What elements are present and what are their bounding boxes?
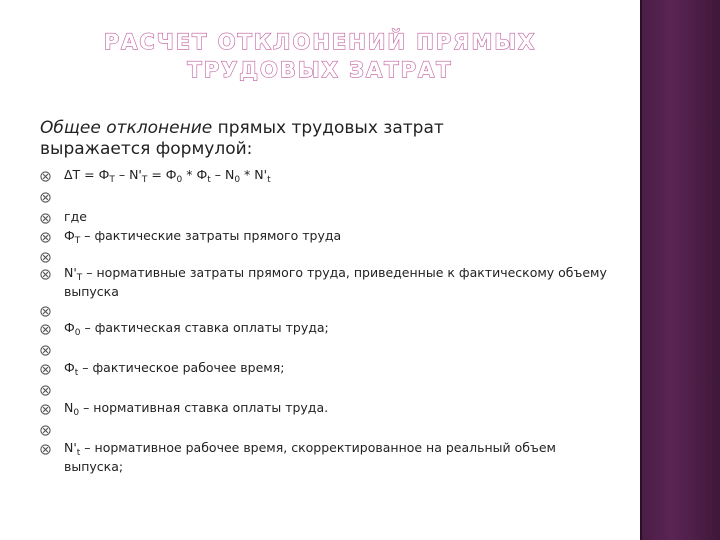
slide-title — [40, 28, 600, 84]
bullet-list — [40, 168, 610, 475]
list-item-empty — [40, 249, 610, 266]
intro-line-2: выражается формулой: — [40, 139, 253, 159]
circled-cross-icon — [40, 364, 51, 375]
circled-cross-icon — [40, 306, 51, 317]
list-item-empty — [40, 422, 610, 441]
circled-cross-icon — [40, 444, 51, 455]
list-item-n0 — [40, 401, 610, 422]
circled-cross-icon — [40, 232, 51, 243]
side-bar-edge — [640, 0, 642, 540]
list-item-f0 — [40, 321, 610, 342]
intro-italic: Общее отклонение — [40, 118, 213, 138]
circled-cross-icon — [40, 385, 51, 396]
circled-cross-icon — [40, 324, 51, 335]
list-item-empty — [40, 189, 610, 210]
circled-cross-icon — [40, 345, 51, 356]
ft-text: $Ф_T$ – фактические затраты прямого труда — [64, 228, 342, 246]
formula-text: $\Delta T = Ф_T - N'_T = Ф_0 * Ф_t - N_0 * N'_t$ — [64, 167, 271, 185]
list-item-ntt — [40, 441, 610, 475]
list-item-formula — [40, 168, 610, 189]
decorative-side-bar — [640, 0, 720, 540]
intro-rest: прямых трудовых затрат — [212, 118, 444, 138]
circled-cross-icon — [40, 192, 51, 203]
title-line-1: РАСЧЕТ ОТКЛОНЕНИЙ ПРЯМЫХ — [103, 30, 537, 54]
list-item-ft — [40, 229, 610, 249]
intro-text — [40, 118, 600, 160]
f0-text: $Ф_0$ – фактическая ставка оплаты труда; — [64, 320, 329, 338]
circled-cross-icon — [40, 171, 51, 182]
list-item-empty — [40, 382, 610, 401]
nt-text: $N'_T$ – нормативные затраты прямого труда, приведенные к фактическому объему выпуска — [64, 265, 607, 299]
where-text: где — [64, 209, 87, 224]
title-line-2: ТРУДОВЫХ ЗАТРАТ — [187, 58, 453, 82]
circled-cross-icon — [40, 404, 51, 415]
circled-cross-icon — [40, 425, 51, 436]
list-item-where — [40, 210, 610, 229]
circled-cross-icon — [40, 213, 51, 224]
ntt-text: $N'_t$ – нормативное рабочее время, скорректированное на реальный объем выпуска; — [64, 440, 556, 474]
ftt-text: $Ф_t$ – фактическое рабочее время; — [64, 360, 285, 378]
list-item-empty — [40, 342, 610, 361]
circled-cross-icon — [40, 269, 51, 280]
list-item-ftt — [40, 361, 610, 382]
circled-cross-icon — [40, 252, 51, 263]
list-item-nt — [40, 266, 610, 303]
n0-text: $N_0$ – нормативная ставка оплаты труда. — [64, 400, 329, 418]
list-item-empty — [40, 303, 610, 321]
